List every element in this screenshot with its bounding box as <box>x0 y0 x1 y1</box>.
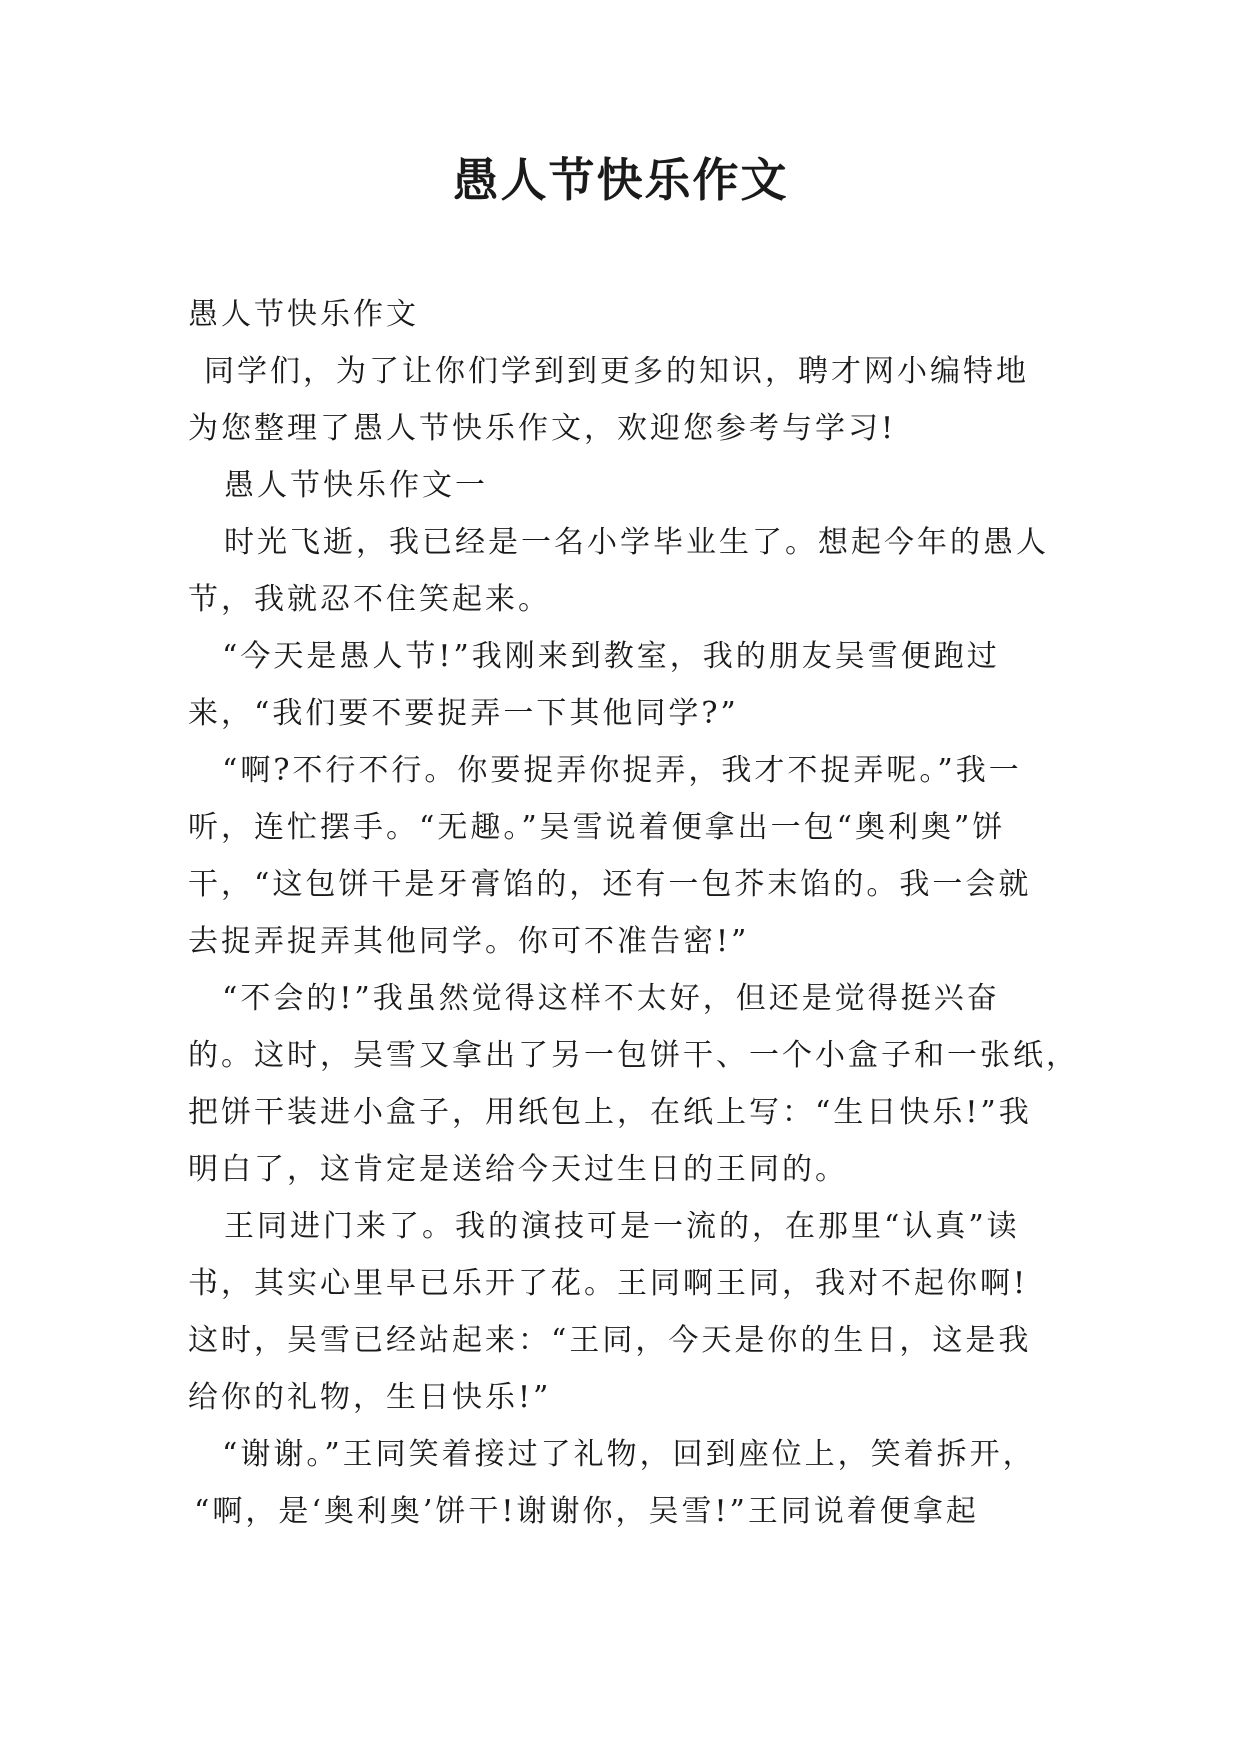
body-line: 这时，吴雪已经站起来：“王同，今天是你的生日，这是我 <box>188 1323 1032 1358</box>
body-line: 王同进门来了。我的演技可是一流的，在那里“认真”读 <box>224 1209 1020 1244</box>
body-line: 节，我就忍不住笑起来。 <box>188 582 551 617</box>
body-line: 时光飞逝，我已经是一名小学毕业生了。想起今年的愚人 <box>224 525 1049 560</box>
body-line: 同学们，为了让你们学到到更多的知识，聘才网小编特地 <box>204 354 1029 389</box>
body-line: “谢谢。”王同笑着接过了礼物，回到座位上，笑着拆开， <box>222 1437 1036 1472</box>
body-line: 给你的礼物，生日快乐!” <box>188 1380 552 1415</box>
body-line: 愚人节快乐作文 <box>188 297 419 332</box>
body-line: 来，“我们要不要捉弄一下其他同学?” <box>188 696 739 731</box>
body-line: 为您整理了愚人节快乐作文，欢迎您参考与学习! <box>188 411 897 446</box>
body-line: “啊，是‘奥利奥’饼干!谢谢你，吴雪!”王同说着便拿起 <box>194 1494 979 1529</box>
body-line: 去捉弄捉弄其他同学。你可不准告密!” <box>188 924 750 959</box>
body-line: “不会的!”我虽然觉得这样不太好，但还是觉得挺兴奋 <box>222 981 1000 1016</box>
body-line: 愚人节快乐作文一 <box>224 468 488 503</box>
body-line: 把饼干装进小盒子，用纸包上，在纸上写：“生日快乐!”我 <box>188 1095 1032 1130</box>
body-line: “啊?不行不行。你要捉弄你捉弄，我才不捉弄呢。”我一 <box>222 753 1022 788</box>
body-line: 听，连忙摆手。“无趣。”吴雪说着便拿出一包“奥利奥”饼 <box>188 810 1006 845</box>
document-title: 愚人节快乐作文 <box>452 153 789 207</box>
document-body <box>188 286 1088 1540</box>
body-line: 明白了，这肯定是送给今天过生日的王同的。 <box>188 1152 848 1187</box>
body-line: 干，“这包饼干是牙膏馅的，还有一包芥末馅的。我一会就 <box>188 867 1032 902</box>
body-line: 的。这时，吴雪又拿出了另一包饼干、一个小盒子和一张纸， <box>188 1038 1079 1073</box>
body-line: 书，其实心里早已乐开了花。王同啊王同，我对不起你啊! <box>188 1266 1029 1301</box>
body-line: “今天是愚人节!”我刚来到教室，我的朋友吴雪便跑过 <box>222 639 1000 674</box>
